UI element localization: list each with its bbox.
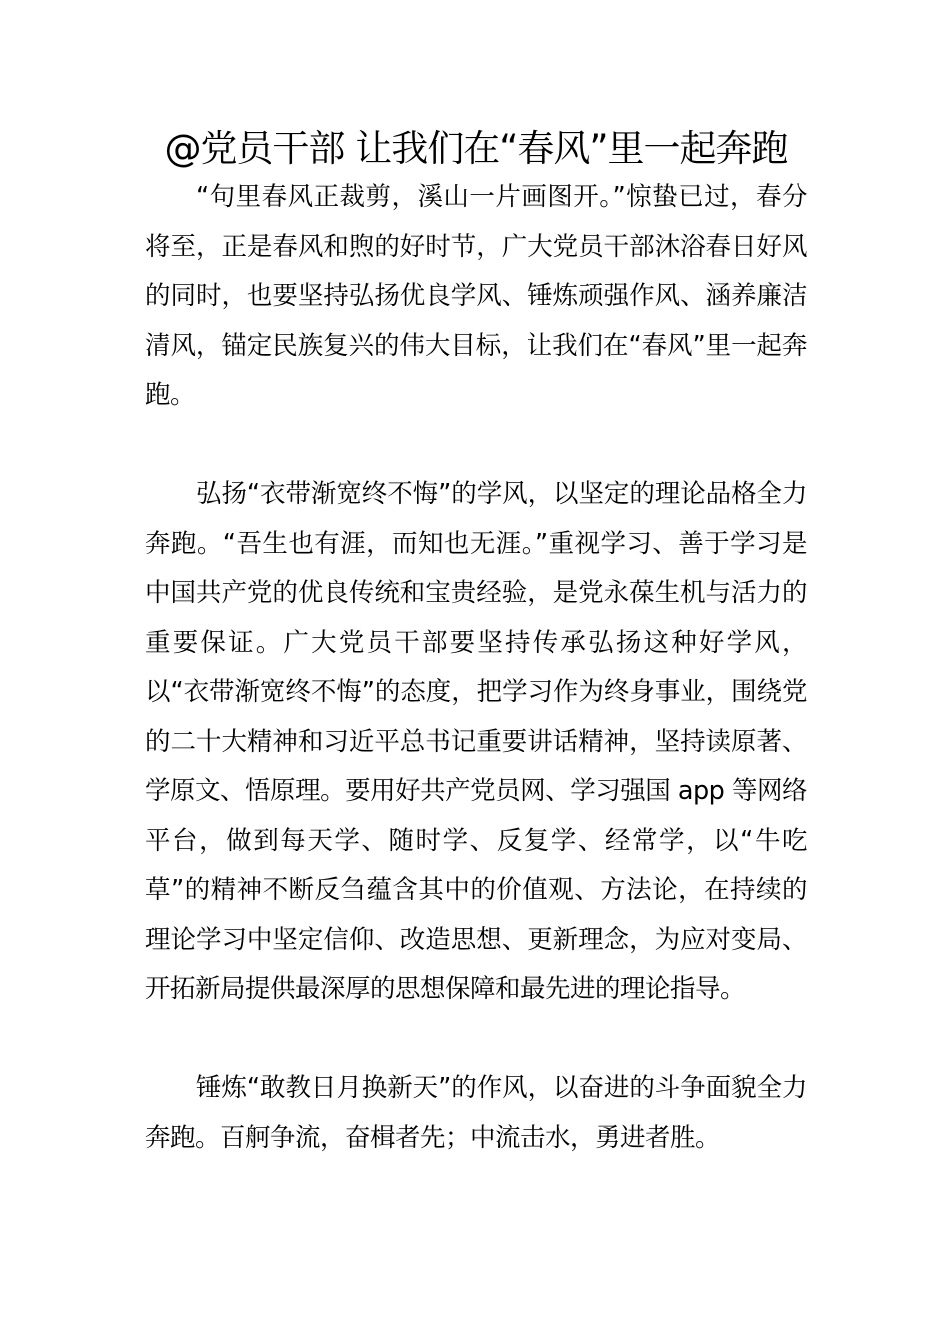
document-title: @党员干部 让我们在“春风”里一起奔跑 (164, 127, 788, 170)
paragraph-work-style: 锤炼“敢教日月换新天”的作风，以奋进的斗争面貌全力奔跑。百舸争流，奋楫者先；中流击水，勇进者胜。 (145, 1073, 807, 1153)
paragraph-intro: “句里春风正裁剪，溪山一片画图开。”惊蛰已过，春分将至，正是春风和煦的好时节，广大党员干部沐浴春日好风的同时，也要坚持弘扬优良学风、锤炼顽强作风、涵养廉洁清风，锚定民族复兴的伟大目标，让我们在“春风”里一起奔跑。 (145, 182, 807, 410)
document-page (145, 125, 807, 1163)
paragraph-spacer (145, 421, 807, 471)
paragraph-spacer (145, 1015, 807, 1065)
paragraph-study-style: 弘扬“衣带渐宽终不悔”的学风，以坚定的理论品格全力奔跑。“吾生也有涯，而知也无涯。”重视学习、善于学习是中国共产党的优良传统和宝贵经验，是党永葆生机与活力的重要保证。广大党员干部要坚持传承弘扬这种好学风，以“衣带渐宽终不悔”的态度，把学习作为终身事业，围绕党的二十大精神和习近平总书记重要讲话精神，坚持读原著、学原文、悟原理。要用好共产党员网、学习强国 app 等网络平台，做到每天学、随时学、反复学、经常学，以“牛吃草”的精神不断反刍蕴含其中的价值观、方法论，在持续的理论学习中坚定信仰、改造思想、更新理念，为应对变局、开拓新局提供最深厚的思想保障和最先进的理论指导。 (145, 479, 807, 1004)
